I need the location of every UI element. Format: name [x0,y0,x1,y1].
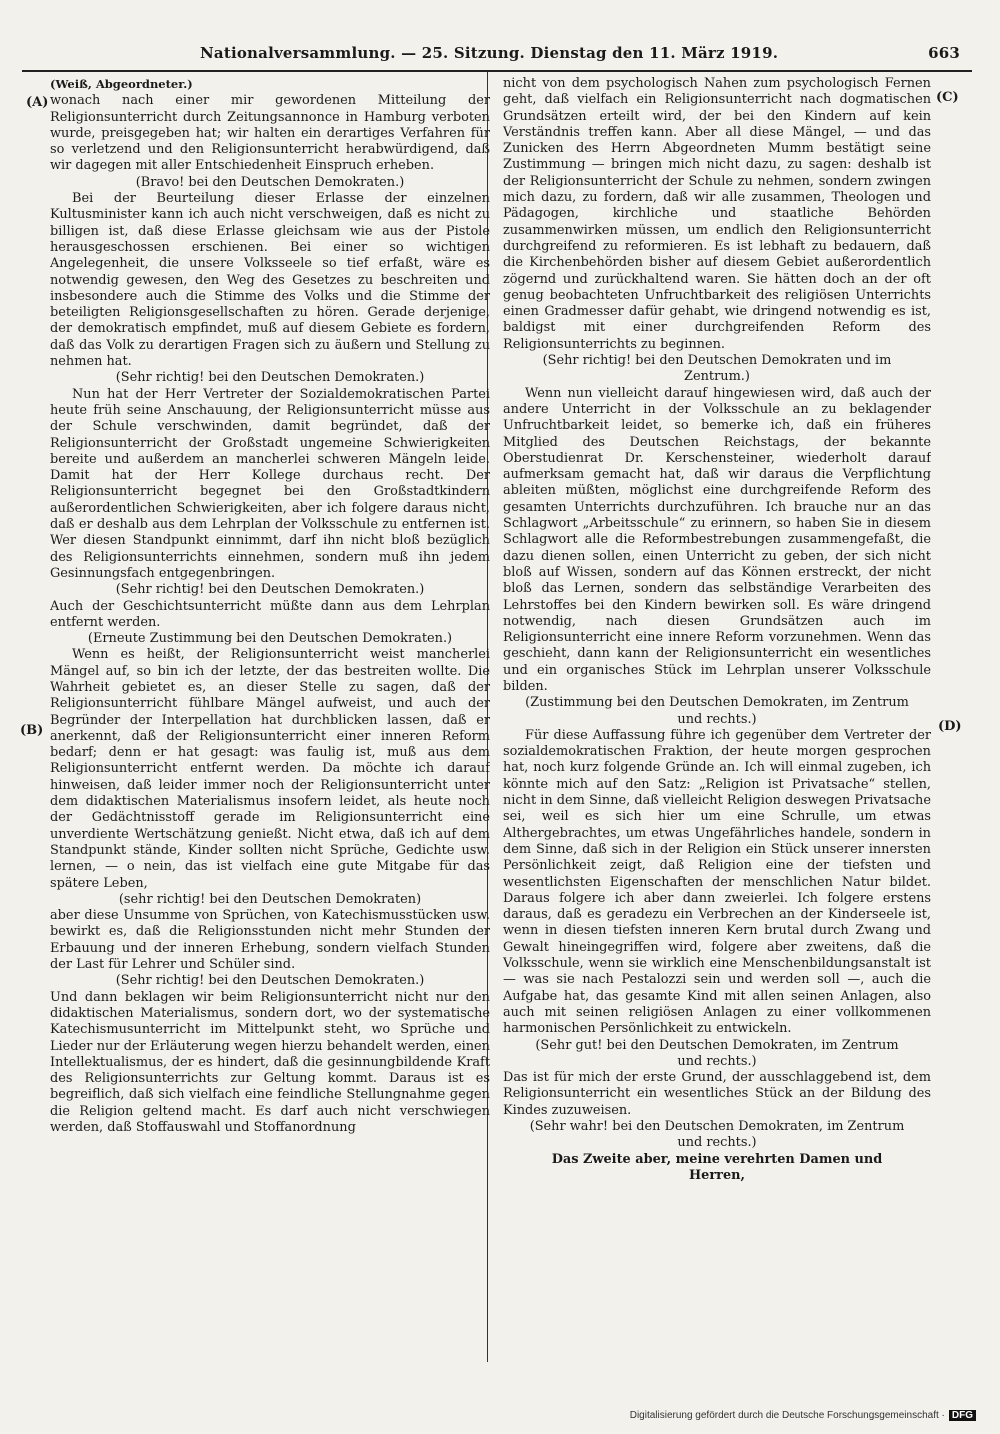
footer-credit [630,1410,976,1421]
footer-text: Digitalisierung gefördert durch die Deutsche Forschungsgemeinschaft · [629,1410,945,1421]
paragraph: nicht von dem psychologisch Nahen zum psychologisch Fernen geht, daß vielfach ein Religionsunterricht nach dogmatischen Grundsätzen erteilt wird, der bei den Kindern auf kein Verständnis treffen kann. Aber all diese Mängel, — und das Zunicken des Herrn Abgeordneten Mumm bestätigt seine Zustimmung — bringen mich nicht dazu, zu sagen: deshalb ist der Religionsunterricht der Schule zu nehmen, sondern zwingen mich dazu, zu fordern, daß wir alle zusammen, Theologen und Pädagogen, kirchliche und staatliche Behörden zusammenwirken müssen, um endlich den Religionsunterricht durchgreifend zu reformieren. Es ist lebhaft zu bedauern, daß die Kirchenbehörden bisher auf diesem Gebiet außerordentlich zögernd und zurückhaltend waren. Sie hätten doch an der oft genug beobachteten Unfruchtbarkeit des religiösen Unterrichts einen Gradmesser dafür gehabt, wie dringend notwendig es ist, baldigst mit einer durchgreifenden Reform des Religionsunterrichts zu beginnen. [503,76,931,352]
reaction: (Sehr gut! bei den Deutschen Demokraten, im Zentrum und rechts.) [535,1037,899,1069]
paragraph: Das ist für mich der erste Grund, der ausschlaggebend ist, dem Religionsunterricht ein wesentliches Stück an der Bildung des Kindes zuzuweisen. [503,1070,931,1118]
header-rule [22,70,972,72]
reaction: (Zustimmung bei den Deutschen Demokraten, im Zentrum und rechts.) [525,695,909,727]
margin-marker-d: (D) [938,719,962,734]
reaction: (Bravo! bei den Deutschen Demokraten.) [135,174,405,190]
paragraph: aber diese Unsumme von Sprüchen, von Katechismusstücken usw. bewirkt es, daß die Religionsstunden nicht mehr Stunden der Erbauung und der inneren Erhebung, sondern vielfach Stunden der Last für Lehrer und Schüler sind. [50,908,490,973]
paragraph: Und dann beklagen wir beim Religionsunterricht nicht nur den didaktischen Materialismus, sondern dort, wo der systematische Katechismusunterricht im Mittelpunkt steht, wo Sprüche und Lieder nur der Erläuterung wegen hierzu behandelt werden, einen Intellektualismus, der es hindert, daß die gesinnungbildende Kraft des Religionsunterrichts zur Geltung kommt. Daraus ist es begreiflich, daß sich vielfach eine feindliche Stellungnahme gegen die Religion geltend macht. Es darf auch nicht verschwiegen werden, daß Stoffauswahl und Stoffanordnung [50,989,490,1135]
paragraph: Wenn es heißt, der Religionsunterricht weist mancherlei Mängel auf, so bin ich der letzte, der das bestreiten wollte. Die Wahrheit gebietet es, an dieser Stelle zu sagen, daß der Religionsunterricht fühlbare Mängel aufweist, und auch der Begründer der Interpellation hat durchblicken lassen, daß er anerkennt, daß der Religionsunterricht einer inneren Reform bedarf; denn er hat gesagt: was faulig ist, muß aus dem Religionsunterricht entfernt werden. Da möchte ich darauf hinweisen, daß leider immer noch der Religionsunterricht unter dem didaktischen Materialismus insofern leidet, als heute noch der Gedächtnisstoff gerade im Religionsunterricht eine unverdiente Wertschätzung genießt. Nicht etwa, daß ich auf dem Standpunkt stände, Kinder sollten nicht Sprüche, Gedichte usw. lernen, — o nein, das ist vielfach eine gute Mitgabe für das spätere Leben, [50,647,490,891]
paragraph: Bei der Beurteilung dieser Erlasse der einzelnen Kultusminister kann ich auch nicht verschweigen, daß es nicht zu billigen ist, daß diese Erlasse gleichsam wie aus der Pistole herausgeschossen erschienen. Bei einer so wichtigen Angelegenheit, die unsere Volksseele so tief erfaßt, wäre es notwendig gewesen, den Weg des Gesetzes zu beschreiten und insbesondere auch die Stimme des Volks und die Stimme der beteiligten Religionsgesellschaften zu hören. Gerade derjenige, der demokratisch empfindet, muß auf diesem Gebiete es fordern, daß das Volk zu derartigen Fragen sich zu äußern und Stellung zu nehmen hat. [50,191,490,370]
right-column [503,76,931,1366]
reaction: (sehr richtig! bei den Deutschen Demokraten) [118,891,422,907]
margin-marker-c: (C) [936,90,959,105]
paragraph: Auch der Geschichtsunterricht müßte dann aus dem Lehrplan entfernt werden. [50,598,490,630]
margin-marker-a: (A) [26,95,49,110]
paragraph: Für diese Auffassung führe ich gegenüber dem Vertreter der sozialdemokratischen Fraktion, der heute morgen gesprochen hat, noch kurz folgende Gründe an. Ich will einmal zugeben, ich könnte mich auf den Satz: „Religion ist Privatsache“ stellen, nicht in dem Sinne, daß vielleicht Religion deswegen Privatsache sei, weil es sich hier um eine Schrulle, um etwas Althergebrachtes, um etwas Ungefährliches handele, sondern in dem Sinne, daß sich in der Religion ein Stück unserer innersten Persönlichkeit zeigt, daß Religion eine der tiefsten und wesentlichsten Eigenschaften der menschlichen Natur bildet. Daraus folgere ich aber dann zweierlei. Ich folgere erstens daraus, daß es geradezu ein Verbrechen an der Kinderseele ist, wenn in diesen tiefsten inneren Kern brutal durch Zwang und Gewalt hineingegriffen wird, folgere aber zweitens, daß die Volksschule, wenn sie wirklich eine Menschenbildungsanstalt ist — was sie nach Pestalozzi sein und werden soll —, auch die Aufgabe hat, das gesamte Kind mit allen seinen Anlagen, also auch mit seinen religiösen Anlagen zu einer vollkommenen harmonischen Persönlichkeit zu entwickeln. [503,727,931,1037]
paragraph: Nun hat der Herr Vertreter der Sozialdemokratischen Partei heute früh seine Anschauung, der Religionsunterricht müsse aus der Schule verschwinden, damit begründet, daß der Religionsunterricht der Großstadt ungemeine Schwierigkeiten bereite und außerdem an mancherlei schweren Mängeln leide. Damit hat der Herr Kollege durchaus recht. Der Religionsunterricht begegnet bei den Großstadtkindern außerordentlichen Schwierigkeiten, aber ich folgere daraus nicht, daß er deshalb aus dem Lehrplan der Volksschule zu entfernen ist. Wer diesen Standpunkt einnimmt, darf ihn nicht bloß bezüglich des Religionsunterrichts einnehmen, sondern muß ihn jedem Gesinnungsfach entgegenbringen. [50,386,490,581]
reaction: (Sehr richtig! bei den Deutschen Demokraten und im Zentrum.) [542,353,892,385]
reaction: (Sehr wahr! bei den Deutschen Demokraten, im Zentrum und rechts.) [529,1119,905,1151]
margin-marker-b: (B) [20,723,44,738]
header-title: Nationalversammlung. — 25. Sitzung. Dienstag den 11. März 1919. [200,44,779,62]
paragraph: Das Zweite aber, meine verehrten Damen und Herren, [551,1151,883,1183]
left-column [50,76,490,1366]
running-header [200,44,960,68]
reaction: (Erneute Zustimmung bei den Deutschen Demokraten.) [87,631,453,647]
paragraph: Wenn nun vielleicht darauf hingewiesen wird, daß auch der andere Unterricht in der Volksschule an zu beklagender Unfruchtbarkeit leidet, so bemerke ich, daß ein früheres Mitglied des Deutschen Reichstags, der bekannte Oberstudienrat Dr. Kerschensteiner, wiederholt darauf aufmerksam gemacht hat, daß wir daraus die Verpflichtung ableiten müßten, möglichst eine durchgreifende Reform des gesamten Unterrichts durchzuführen. Ich brauche nur an das Schlagwort „Arbeitsschule“ zu erinnern, so haben Sie in diesem Schlagwort alle die Reformbestrebungen zusammengefaßt, die dazu dienen sollen, einen Unterricht zu geben, der sich nicht bloß auf Wissen, sondern auf das Können erstreckt, der nicht bloß das Lernen, sondern das selbständige Verarbeiten des Lehrstoffes bei den Kindern bewirken soll. Es wäre dringend notwendig, nach diesen Grundsätzen auch im Religionsunterricht eine innere Reform vorzunehmen. Wenn das geschieht, dann kann der Religionsunterricht ein wesentliches und ein organisches Stück im Lehrplan unserer Volksschule bilden. [503,385,931,694]
reaction: (Sehr richtig! bei den Deutschen Demokraten.) [115,973,425,989]
reaction: (Sehr richtig! bei den Deutschen Demokraten.) [115,370,425,386]
page-number: 663 [928,44,960,62]
reaction: (Sehr richtig! bei den Deutschen Demokraten.) [115,582,425,598]
speaker-label: (Weiß, Abgeordneter.) [50,77,193,91]
dfg-logo: DFG [949,1410,976,1421]
paragraph: wonach nach einer mir gewordenen Mitteilung der Religionsunterricht durch Zeitungsannonce in Hamburg verboten wurde, preisgegeben hat; wir halten ein derartiges Verfahren für so verletzend und den Religionsunterricht herabwürdigend, daß wir dagegen mit aller Entschiedenheit Einspruch erheben. [50,93,490,174]
